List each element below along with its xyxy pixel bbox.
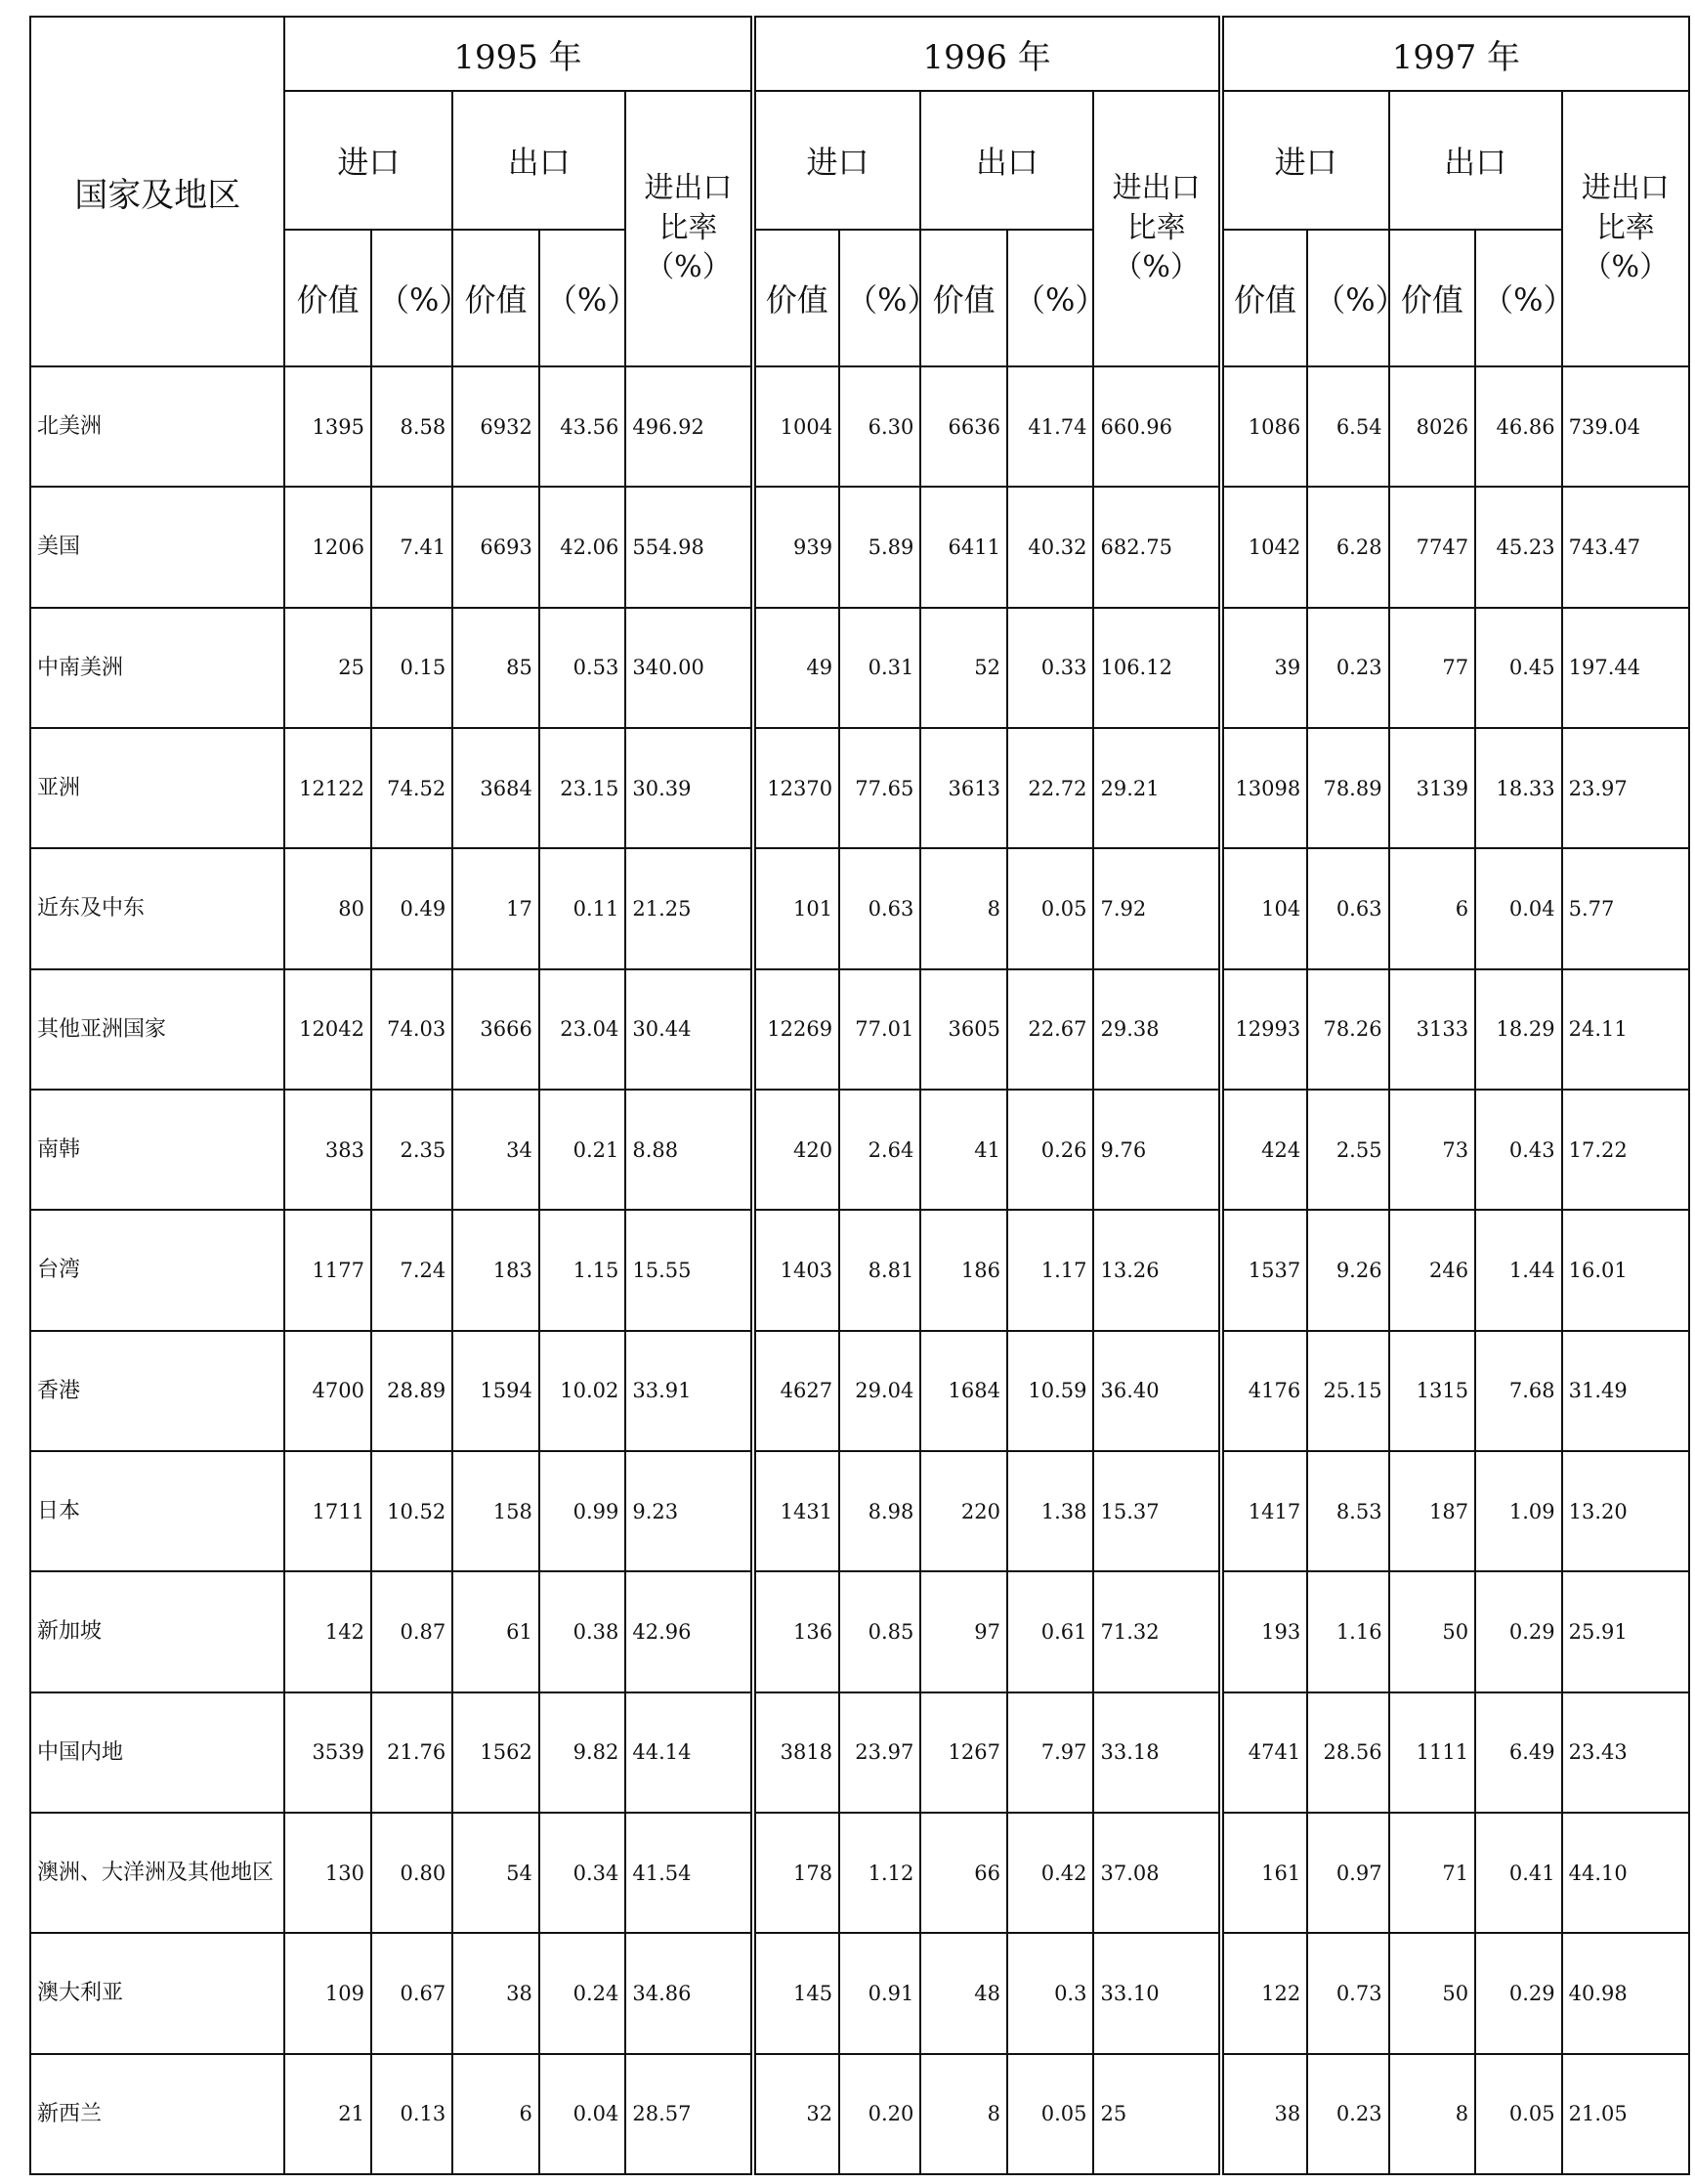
region-name-cell: 香港 xyxy=(30,1331,284,1451)
table-row xyxy=(30,1090,1689,1210)
value-cell: 46.86 xyxy=(1475,366,1562,487)
ratio-cell: 15.55 xyxy=(625,1210,752,1330)
value-cell: 246 xyxy=(1389,1210,1476,1330)
value-cell: 1.16 xyxy=(1307,1571,1388,1692)
table-row xyxy=(30,728,1689,848)
value-cell: 187 xyxy=(1389,1451,1476,1571)
value-cell: 1684 xyxy=(920,1331,1007,1451)
ratio-cell: 17.22 xyxy=(1562,1090,1689,1210)
value-cell: 28.56 xyxy=(1307,1692,1388,1813)
value-cell: 0.21 xyxy=(539,1090,626,1210)
value-cell: 0.13 xyxy=(371,2054,452,2174)
value-cell: 77.01 xyxy=(839,969,920,1090)
ratio-cell: 36.40 xyxy=(1093,1331,1220,1451)
region-name-cell: 新西兰 xyxy=(30,2054,284,2174)
value-cell: 29.04 xyxy=(839,1331,920,1451)
value-cell: 1.44 xyxy=(1475,1210,1562,1330)
value-cell: 77.65 xyxy=(839,728,920,848)
export-header-1997: 出口 xyxy=(1389,91,1562,230)
value-cell: 3666 xyxy=(452,969,539,1090)
import-header-1997: 进口 xyxy=(1221,91,1389,230)
value-cell: 4627 xyxy=(753,1331,840,1451)
table-row xyxy=(30,608,1689,728)
value-cell: 34 xyxy=(452,1090,539,1210)
value-cell: 45.23 xyxy=(1475,487,1562,607)
region-name-cell: 澳洲、大洋洲及其他地区 xyxy=(30,1813,284,1933)
value-cell: 9.82 xyxy=(539,1692,626,1813)
value-cell: 32 xyxy=(753,2054,840,2174)
value-cell: 0.15 xyxy=(371,608,452,728)
ratio-cell: 41.54 xyxy=(625,1813,752,1933)
value-cell: 28.89 xyxy=(371,1331,452,1451)
value-cell: 22.67 xyxy=(1007,969,1094,1090)
value-cell: 17 xyxy=(452,848,539,968)
value-cell: 136 xyxy=(753,1571,840,1692)
ratio-cell: 9.76 xyxy=(1093,1090,1220,1210)
ratio-cell: 743.47 xyxy=(1562,487,1689,607)
year-header-row xyxy=(30,17,1689,91)
value-cell: 77 xyxy=(1389,608,1476,728)
value-cell: 2.35 xyxy=(371,1090,452,1210)
region-name-cell: 澳大利亚 xyxy=(30,1933,284,2053)
value-cell: 25 xyxy=(284,608,371,728)
pct-header: （%） xyxy=(1475,230,1562,366)
value-cell: 1.38 xyxy=(1007,1451,1094,1571)
value-header: 价值 xyxy=(1221,230,1308,366)
table-row xyxy=(30,1692,1689,1813)
value-cell: 74.03 xyxy=(371,969,452,1090)
ratio-cell: 71.32 xyxy=(1093,1571,1220,1692)
ratio-cell: 9.23 xyxy=(625,1451,752,1571)
value-cell: 109 xyxy=(284,1933,371,2053)
value-cell: 18.33 xyxy=(1475,728,1562,848)
ratio-header-line2: 比率 xyxy=(1595,210,1655,245)
value-cell: 3684 xyxy=(452,728,539,848)
value-cell: 1177 xyxy=(284,1210,371,1330)
value-cell: 6932 xyxy=(452,366,539,487)
ratio-cell: 739.04 xyxy=(1562,366,1689,487)
value-header: 价值 xyxy=(920,230,1007,366)
value-cell: 1.12 xyxy=(839,1813,920,1933)
ratio-cell: 16.01 xyxy=(1562,1210,1689,1330)
value-cell: 1.15 xyxy=(539,1210,626,1330)
table-row xyxy=(30,848,1689,968)
value-cell: 0.85 xyxy=(839,1571,920,1692)
import-header-1995: 进口 xyxy=(284,91,452,230)
value-cell: 178 xyxy=(753,1813,840,1933)
ratio-cell: 31.49 xyxy=(1562,1331,1689,1451)
value-cell: 3539 xyxy=(284,1692,371,1813)
value-cell: 38 xyxy=(452,1933,539,2053)
region-name-cell: 中国内地 xyxy=(30,1692,284,1813)
ratio-cell: 24.11 xyxy=(1562,969,1689,1090)
value-cell: 12122 xyxy=(284,728,371,848)
value-cell: 7.24 xyxy=(371,1210,452,1330)
value-cell: 7.97 xyxy=(1007,1692,1094,1813)
value-cell: 0.26 xyxy=(1007,1090,1094,1210)
value-cell: 0.43 xyxy=(1475,1090,1562,1210)
ratio-header-line1: 进出口 xyxy=(1581,171,1670,206)
value-cell: 0.99 xyxy=(539,1451,626,1571)
value-cell: 48 xyxy=(920,1933,1007,2053)
value-cell: 0.11 xyxy=(539,848,626,968)
value-cell: 0.04 xyxy=(539,2054,626,2174)
value-cell: 0.87 xyxy=(371,1571,452,1692)
value-cell: 10.52 xyxy=(371,1451,452,1571)
region-name-cell: 中南美洲 xyxy=(30,608,284,728)
region-name-cell: 台湾 xyxy=(30,1210,284,1330)
ratio-cell: 44.10 xyxy=(1562,1813,1689,1933)
value-cell: 0.24 xyxy=(539,1933,626,2053)
table-row xyxy=(30,487,1689,607)
ratio-cell: 40.98 xyxy=(1562,1933,1689,2053)
export-header-1995: 出口 xyxy=(452,91,625,230)
ratio-header-line2: 比率 xyxy=(1126,210,1186,245)
value-cell: 158 xyxy=(452,1451,539,1571)
ratio-cell: 33.91 xyxy=(625,1331,752,1451)
value-cell: 0.80 xyxy=(371,1813,452,1933)
value-cell: 73 xyxy=(1389,1090,1476,1210)
ratio-cell: 554.98 xyxy=(625,487,752,607)
value-cell: 0.23 xyxy=(1307,608,1388,728)
export-header-1996: 出口 xyxy=(920,91,1093,230)
value-cell: 78.26 xyxy=(1307,969,1388,1090)
region-name-cell: 亚洲 xyxy=(30,728,284,848)
value-cell: 6 xyxy=(452,2054,539,2174)
value-cell: 186 xyxy=(920,1210,1007,1330)
value-cell: 8.58 xyxy=(371,366,452,487)
region-column-header: 国家及地区 xyxy=(30,17,284,366)
value-cell: 8 xyxy=(920,2054,1007,2174)
value-cell: 1.17 xyxy=(1007,1210,1094,1330)
value-cell: 0.05 xyxy=(1475,2054,1562,2174)
value-cell: 38 xyxy=(1221,2054,1308,2174)
value-cell: 0.73 xyxy=(1307,1933,1388,2053)
ratio-cell: 5.77 xyxy=(1562,848,1689,968)
value-cell: 13098 xyxy=(1221,728,1308,848)
value-cell: 1004 xyxy=(753,366,840,487)
value-cell: 85 xyxy=(452,608,539,728)
value-cell: 49 xyxy=(753,608,840,728)
ratio-cell: 106.12 xyxy=(1093,608,1220,728)
value-cell: 12269 xyxy=(753,969,840,1090)
value-cell: 104 xyxy=(1221,848,1308,968)
year-header-1997: 1997 年 xyxy=(1221,17,1689,91)
value-cell: 424 xyxy=(1221,1090,1308,1210)
value-header: 价值 xyxy=(452,230,539,366)
value-cell: 12042 xyxy=(284,969,371,1090)
value-cell: 54 xyxy=(452,1813,539,1933)
value-cell: 21 xyxy=(284,2054,371,2174)
value-cell: 6636 xyxy=(920,366,1007,487)
value-cell: 1562 xyxy=(452,1692,539,1813)
ratio-cell: 23.43 xyxy=(1562,1692,1689,1813)
value-cell: 4741 xyxy=(1221,1692,1308,1813)
pct-header: （%） xyxy=(371,230,452,366)
value-cell: 6.28 xyxy=(1307,487,1388,607)
value-cell: 193 xyxy=(1221,1571,1308,1692)
value-cell: 1315 xyxy=(1389,1331,1476,1451)
region-name-cell: 美国 xyxy=(30,487,284,607)
value-cell: 8026 xyxy=(1389,366,1476,487)
value-cell: 3605 xyxy=(920,969,1007,1090)
value-cell: 3613 xyxy=(920,728,1007,848)
value-cell: 74.52 xyxy=(371,728,452,848)
value-cell: 9.26 xyxy=(1307,1210,1388,1330)
value-cell: 8.81 xyxy=(839,1210,920,1330)
ratio-cell: 33.18 xyxy=(1093,1692,1220,1813)
value-cell: 1395 xyxy=(284,366,371,487)
value-cell: 8.98 xyxy=(839,1451,920,1571)
value-cell: 21.76 xyxy=(371,1692,452,1813)
value-cell: 0.41 xyxy=(1475,1813,1562,1933)
value-cell: 1086 xyxy=(1221,366,1308,487)
value-cell: 1206 xyxy=(284,487,371,607)
ratio-header-line3: （%） xyxy=(1113,250,1200,285)
value-header: 价值 xyxy=(284,230,371,366)
table-row xyxy=(30,1210,1689,1330)
value-cell: 4176 xyxy=(1221,1331,1308,1451)
value-cell: 6.49 xyxy=(1475,1692,1562,1813)
value-cell: 130 xyxy=(284,1813,371,1933)
ratio-cell: 15.37 xyxy=(1093,1451,1220,1571)
table-row xyxy=(30,2054,1689,2174)
value-cell: 41 xyxy=(920,1090,1007,1210)
ratio-cell: 42.96 xyxy=(625,1571,752,1692)
value-cell: 2.55 xyxy=(1307,1090,1388,1210)
ratio-cell: 28.57 xyxy=(625,2054,752,2174)
value-cell: 145 xyxy=(753,1933,840,2053)
value-cell: 0.45 xyxy=(1475,608,1562,728)
region-name-cell: 北美洲 xyxy=(30,366,284,487)
value-cell: 3133 xyxy=(1389,969,1476,1090)
value-cell: 0.29 xyxy=(1475,1571,1562,1692)
value-cell: 1417 xyxy=(1221,1451,1308,1571)
table-row xyxy=(30,1331,1689,1451)
region-name-cell: 日本 xyxy=(30,1451,284,1571)
value-cell: 122 xyxy=(1221,1933,1308,2053)
value-cell: 71 xyxy=(1389,1813,1476,1933)
ratio-cell: 29.21 xyxy=(1093,728,1220,848)
value-cell: 0.05 xyxy=(1007,2054,1094,2174)
table-header xyxy=(30,17,1689,366)
ratio-cell: 30.44 xyxy=(625,969,752,1090)
value-cell: 7.41 xyxy=(371,487,452,607)
value-cell: 50 xyxy=(1389,1933,1476,2053)
value-cell: 80 xyxy=(284,848,371,968)
ratio-cell: 25 xyxy=(1093,2054,1220,2174)
value-cell: 97 xyxy=(920,1571,1007,1692)
value-cell: 12993 xyxy=(1221,969,1308,1090)
ratio-cell: 8.88 xyxy=(625,1090,752,1210)
value-cell: 23.04 xyxy=(539,969,626,1090)
value-cell: 161 xyxy=(1221,1813,1308,1933)
ratio-header-line1: 进出口 xyxy=(644,171,733,206)
table-row xyxy=(30,1933,1689,2053)
ratio-cell: 13.20 xyxy=(1562,1451,1689,1571)
pct-header: （%） xyxy=(1307,230,1388,366)
value-cell: 8.53 xyxy=(1307,1451,1388,1571)
value-cell: 1111 xyxy=(1389,1692,1476,1813)
ratio-cell: 30.39 xyxy=(625,728,752,848)
value-cell: 8 xyxy=(920,848,1007,968)
ratio-header-line2: 比率 xyxy=(658,210,718,245)
year-header-1996: 1996 年 xyxy=(753,17,1221,91)
value-cell: 1537 xyxy=(1221,1210,1308,1330)
ratio-cell: 37.08 xyxy=(1093,1813,1220,1933)
value-cell: 1594 xyxy=(452,1331,539,1451)
value-cell: 1431 xyxy=(753,1451,840,1571)
value-cell: 18.29 xyxy=(1475,969,1562,1090)
value-cell: 0.63 xyxy=(839,848,920,968)
value-cell: 0.20 xyxy=(839,2054,920,2174)
value-header: 价值 xyxy=(1389,230,1476,366)
value-cell: 6.30 xyxy=(839,366,920,487)
value-cell: 0.04 xyxy=(1475,848,1562,968)
ratio-cell: 23.97 xyxy=(1562,728,1689,848)
value-cell: 0.49 xyxy=(371,848,452,968)
value-cell: 0.63 xyxy=(1307,848,1388,968)
ratio-header-1995 xyxy=(625,91,752,366)
value-cell: 183 xyxy=(452,1210,539,1330)
value-cell: 52 xyxy=(920,608,1007,728)
import-header-1996: 进口 xyxy=(753,91,921,230)
pct-header: （%） xyxy=(1007,230,1094,366)
value-cell: 10.02 xyxy=(539,1331,626,1451)
ratio-cell: 197.44 xyxy=(1562,608,1689,728)
value-cell: 6.54 xyxy=(1307,366,1388,487)
ratio-header-line3: （%） xyxy=(645,250,732,285)
ratio-cell: 25.91 xyxy=(1562,1571,1689,1692)
value-cell: 6 xyxy=(1389,848,1476,968)
value-cell: 8 xyxy=(1389,2054,1476,2174)
table-row xyxy=(30,1451,1689,1571)
pct-header: （%） xyxy=(539,230,626,366)
value-cell: 41.74 xyxy=(1007,366,1094,487)
ratio-cell: 34.86 xyxy=(625,1933,752,2053)
ratio-cell: 13.26 xyxy=(1093,1210,1220,1330)
value-cell: 6693 xyxy=(452,487,539,607)
ratio-cell: 660.96 xyxy=(1093,366,1220,487)
value-cell: 23.15 xyxy=(539,728,626,848)
value-cell: 61 xyxy=(452,1571,539,1692)
value-cell: 142 xyxy=(284,1571,371,1692)
value-cell: 0.53 xyxy=(539,608,626,728)
ratio-cell: 340.00 xyxy=(625,608,752,728)
value-cell: 1267 xyxy=(920,1692,1007,1813)
value-cell: 10.59 xyxy=(1007,1331,1094,1451)
value-cell: 6411 xyxy=(920,487,1007,607)
value-cell: 12370 xyxy=(753,728,840,848)
value-header: 价值 xyxy=(753,230,840,366)
value-cell: 0.23 xyxy=(1307,2054,1388,2174)
table-row xyxy=(30,1813,1689,1933)
value-cell: 40.32 xyxy=(1007,487,1094,607)
value-cell: 420 xyxy=(753,1090,840,1210)
ratio-cell: 29.38 xyxy=(1093,969,1220,1090)
ratio-cell: 21.25 xyxy=(625,848,752,968)
value-cell: 0.34 xyxy=(539,1813,626,1933)
value-cell: 1711 xyxy=(284,1451,371,1571)
value-cell: 0.97 xyxy=(1307,1813,1388,1933)
value-cell: 3139 xyxy=(1389,728,1476,848)
table-row xyxy=(30,969,1689,1090)
ratio-cell: 21.05 xyxy=(1562,2054,1689,2174)
value-cell: 383 xyxy=(284,1090,371,1210)
value-cell: 101 xyxy=(753,848,840,968)
region-name-cell: 新加坡 xyxy=(30,1571,284,1692)
ratio-header-line3: （%） xyxy=(1582,250,1670,285)
ratio-header-line1: 进出口 xyxy=(1112,171,1201,206)
value-cell: 66 xyxy=(920,1813,1007,1933)
value-cell: 42.06 xyxy=(539,487,626,607)
value-cell: 39 xyxy=(1221,608,1308,728)
value-cell: 43.56 xyxy=(539,366,626,487)
value-cell: 2.64 xyxy=(839,1090,920,1210)
value-cell: 1042 xyxy=(1221,487,1308,607)
value-cell: 0.31 xyxy=(839,608,920,728)
table-row xyxy=(30,366,1689,487)
value-cell: 3818 xyxy=(753,1692,840,1813)
ratio-header-1997 xyxy=(1562,91,1689,366)
value-cell: 50 xyxy=(1389,1571,1476,1692)
value-cell: 0.38 xyxy=(539,1571,626,1692)
region-name-cell: 南韩 xyxy=(30,1090,284,1210)
ratio-header-1996 xyxy=(1093,91,1220,366)
value-cell: 0.67 xyxy=(371,1933,452,2053)
ratio-cell: 44.14 xyxy=(625,1692,752,1813)
value-cell: 0.33 xyxy=(1007,608,1094,728)
value-cell: 7.68 xyxy=(1475,1331,1562,1451)
value-cell: 22.72 xyxy=(1007,728,1094,848)
ratio-cell: 33.10 xyxy=(1093,1933,1220,2053)
value-cell: 0.29 xyxy=(1475,1933,1562,2053)
region-name-cell: 其他亚洲国家 xyxy=(30,969,284,1090)
ratio-cell: 496.92 xyxy=(625,366,752,487)
document-page xyxy=(29,16,1690,2175)
value-cell: 0.91 xyxy=(839,1933,920,2053)
value-cell: 1.09 xyxy=(1475,1451,1562,1571)
trade-table xyxy=(29,16,1690,2175)
value-cell: 78.89 xyxy=(1307,728,1388,848)
value-cell: 0.61 xyxy=(1007,1571,1094,1692)
value-cell: 0.42 xyxy=(1007,1813,1094,1933)
value-cell: 939 xyxy=(753,487,840,607)
ratio-cell: 7.92 xyxy=(1093,848,1220,968)
value-cell: 220 xyxy=(920,1451,1007,1571)
table-body xyxy=(30,366,1689,2174)
pct-header: （%） xyxy=(839,230,920,366)
region-name-cell: 近东及中东 xyxy=(30,848,284,968)
year-header-1995: 1995 年 xyxy=(284,17,752,91)
value-cell: 23.97 xyxy=(839,1692,920,1813)
value-cell: 0.05 xyxy=(1007,848,1094,968)
value-cell: 1403 xyxy=(753,1210,840,1330)
table-row xyxy=(30,1571,1689,1692)
value-cell: 4700 xyxy=(284,1331,371,1451)
value-cell: 7747 xyxy=(1389,487,1476,607)
value-cell: 0.3 xyxy=(1007,1933,1094,2053)
value-cell: 5.89 xyxy=(839,487,920,607)
ratio-cell: 682.75 xyxy=(1093,487,1220,607)
value-cell: 25.15 xyxy=(1307,1331,1388,1451)
